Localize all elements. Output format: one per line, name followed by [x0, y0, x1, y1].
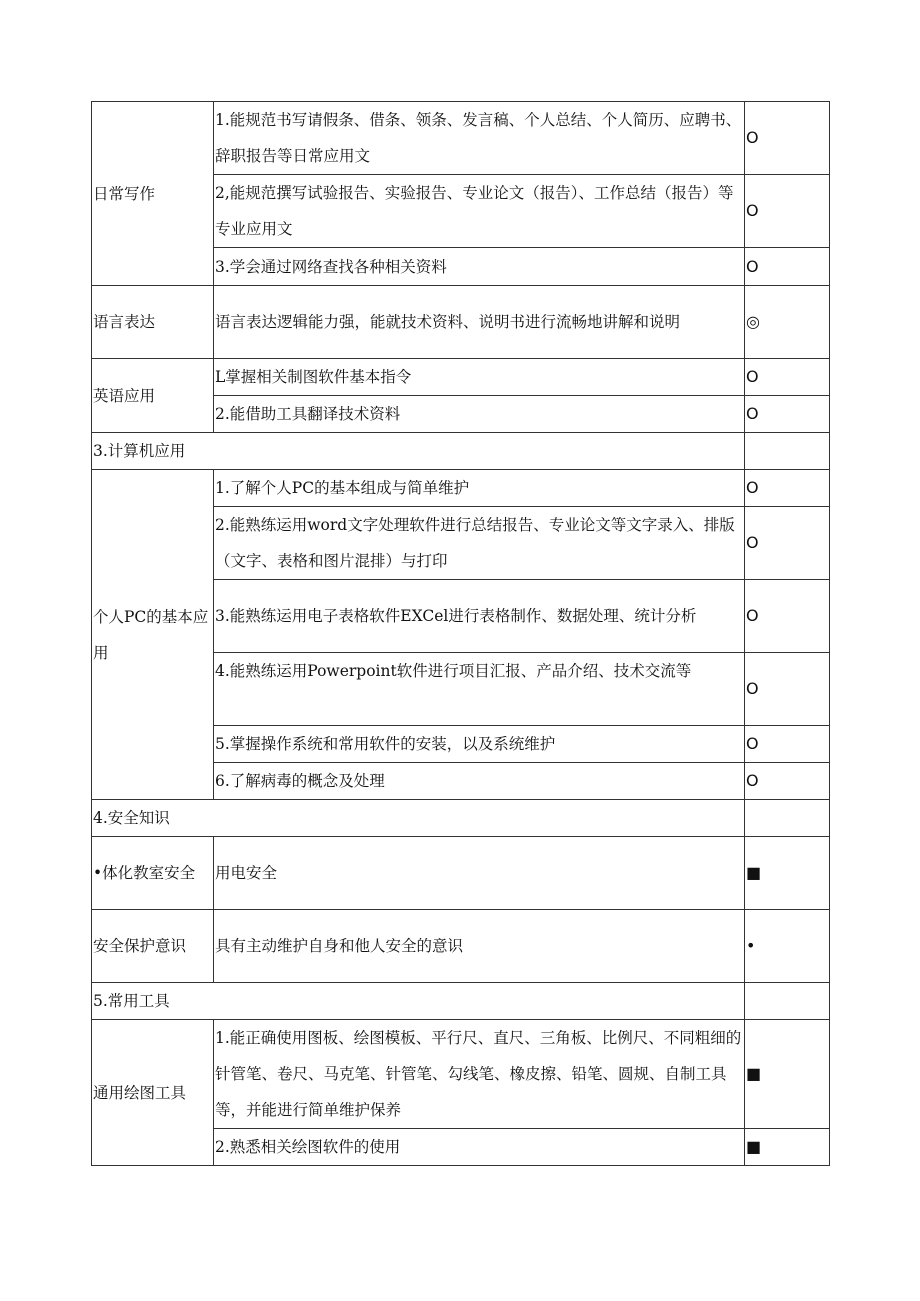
- empty-cell: [745, 800, 830, 837]
- level-mark: ■: [745, 837, 830, 910]
- level-mark: O: [745, 248, 830, 286]
- item-text: 5.掌握操作系统和常用软件的安装，以及系统维护: [214, 726, 745, 763]
- section-heading: 3.计算机应用: [92, 433, 745, 470]
- category-cell: 通用绘图工具: [92, 1020, 214, 1166]
- level-mark: O: [745, 175, 830, 248]
- category-cell: 安全保护意识: [92, 910, 214, 983]
- category-cell: 语言表达: [92, 286, 214, 359]
- section-heading-row: [92, 800, 830, 837]
- level-mark: •: [745, 910, 830, 983]
- level-mark: ■: [745, 1129, 830, 1166]
- item-text: 2.熟悉相关绘图软件的使用: [214, 1129, 745, 1166]
- empty-cell: [745, 983, 830, 1020]
- category-cell: •体化教室安全: [92, 837, 214, 910]
- item-text: 2,能规范撰写试验报告、实验报告、专业论文（报告）、工作总结（报告）等专业应用文: [214, 175, 745, 248]
- item-text: 2.能熟练运用word文字处理软件进行总结报告、专业论文等文字录入、排版（文字、表格和图片混排）与打印: [214, 507, 745, 580]
- level-mark: ■: [745, 1020, 830, 1129]
- item-text: 6.了解病毒的概念及处理: [214, 763, 745, 800]
- section-heading-row: [92, 983, 830, 1020]
- section-heading: 4.安全知识: [92, 800, 745, 837]
- table-row: [92, 837, 830, 910]
- item-text: 4.能熟练运用Powerpoint软件进行项目汇报、产品介绍、技术交流等: [214, 653, 745, 726]
- level-mark: O: [745, 726, 830, 763]
- item-text: 1.能正确使用图板、绘图模板、平行尺、直尺、三角板、比例尺、不同粗细的针管笔、卷尺、马克笔、针管笔、勾线笔、橡皮擦、铅笔、圆规、自制工具等，并能进行简单维护保养: [214, 1020, 745, 1129]
- level-mark: ◎: [745, 286, 830, 359]
- curriculum-table: [91, 101, 830, 1166]
- section-heading-row: [92, 433, 830, 470]
- item-text: 具有主动维护自身和他人安全的意识: [214, 910, 745, 983]
- section-heading: 5.常用工具: [92, 983, 745, 1020]
- item-text: 语言表达逻辑能力强，能就技术资料、说明书进行流畅地讲解和说明: [214, 286, 745, 359]
- category-cell: 英语应用: [92, 359, 214, 433]
- category-cell: 个人PC的基本应用: [92, 470, 214, 800]
- level-mark: O: [745, 653, 830, 726]
- level-mark: O: [745, 396, 830, 433]
- level-mark: O: [745, 359, 830, 396]
- level-mark: O: [745, 470, 830, 507]
- table-row: [92, 1020, 830, 1129]
- table-row: [92, 910, 830, 983]
- table-row: [92, 102, 830, 175]
- item-text: 1.了解个人PC的基本组成与简单维护: [214, 470, 745, 507]
- level-mark: O: [745, 507, 830, 580]
- table-row: [92, 359, 830, 396]
- level-mark: O: [745, 580, 830, 653]
- item-text: 3.学会通过网络查找各种相关资料: [214, 248, 745, 286]
- level-mark: O: [745, 102, 830, 175]
- level-mark: O: [745, 763, 830, 800]
- empty-cell: [745, 433, 830, 470]
- table-row: [92, 470, 830, 507]
- item-text: 用电安全: [214, 837, 745, 910]
- table-row: [92, 286, 830, 359]
- category-cell: 日常写作: [92, 102, 214, 286]
- item-text: 3.能熟练运用电子表格软件EXCel进行表格制作、数据处理、统计分析: [214, 580, 745, 653]
- item-text: L掌握相关制图软件基本指令: [214, 359, 745, 396]
- item-text: 2.能借助工具翻译技术资料: [214, 396, 745, 433]
- item-text: 1.能规范书写请假条、借条、领条、发言稿、个人总结、个人简历、应聘书、辞职报告等日常应用文: [214, 102, 745, 175]
